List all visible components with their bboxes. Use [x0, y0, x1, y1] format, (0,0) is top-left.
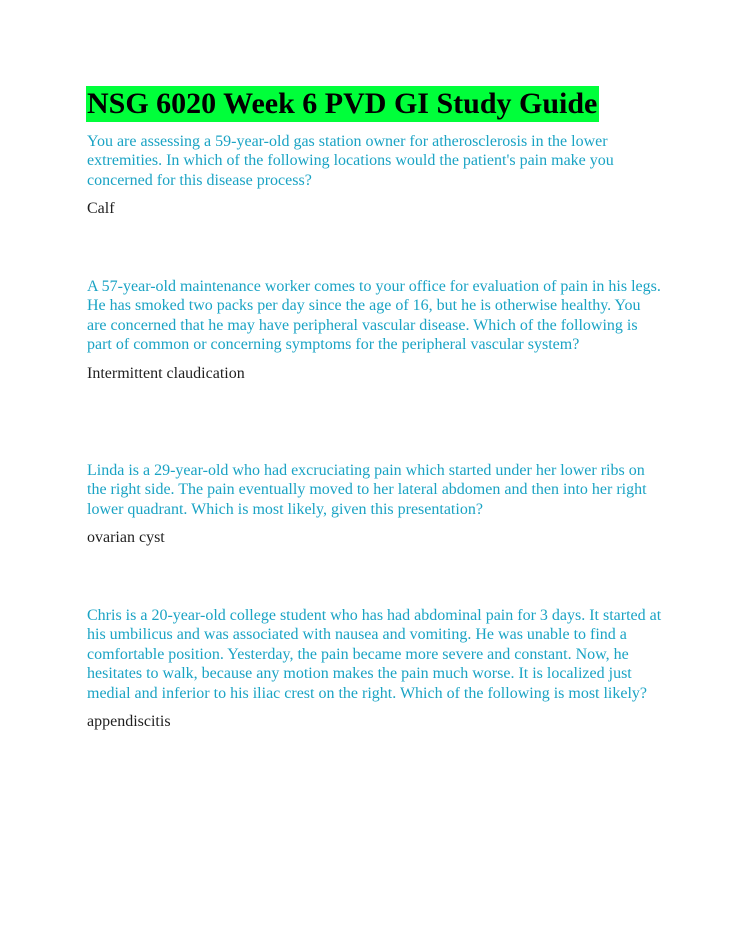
qa-item-3 — [87, 461, 662, 547]
answer-text: appendiscitis — [87, 713, 171, 731]
document-title: NSG 6020 Week 6 PVD GI Study Guide — [87, 87, 598, 120]
question-text: Linda is a 29-year-old who had excruciating pain which started under her lower ribs on the right side. The pain eventually moved to her lateral abdomen and then into her right lower quadrant. Which is most likely, given this presentation? — [87, 462, 647, 518]
qa-item-2 — [87, 277, 662, 383]
answer-text: Intermittent claudication — [87, 364, 245, 382]
answer-text: ovarian cyst — [87, 529, 165, 547]
question-text: A 57-year-old maintenance worker comes to your office for evaluation of pain in his legs. He has smoked two packs per day since the age of 16, but he is otherwise healthy. You are concerned that he may have peripheral vascular disease. Which of the following is part of common or concerning symptoms for the peripheral vascular system? — [87, 278, 661, 354]
question-text: You are assessing a 59-year-old gas station owner for atherosclerosis in the lower extremities. In which of the following locations would the patient's pain make you concerned for this disease process? — [87, 133, 614, 189]
qa-item-4 — [87, 606, 662, 731]
question-text: Chris is a 20-year-old college student who has had abdominal pain for 3 days. It started at his umbilicus and was associated with nausea and vomiting. He was unable to find a comfortable position. Yesterday, the pain became more severe and constant. Now, he hesitates to walk, because any motion makes the pain much worse. It is localized just medial and inferior to his iliac crest on the right. Which of the following is most likely? — [87, 607, 662, 702]
answer-text: Calf — [87, 200, 115, 218]
qa-item-1 — [87, 132, 662, 218]
